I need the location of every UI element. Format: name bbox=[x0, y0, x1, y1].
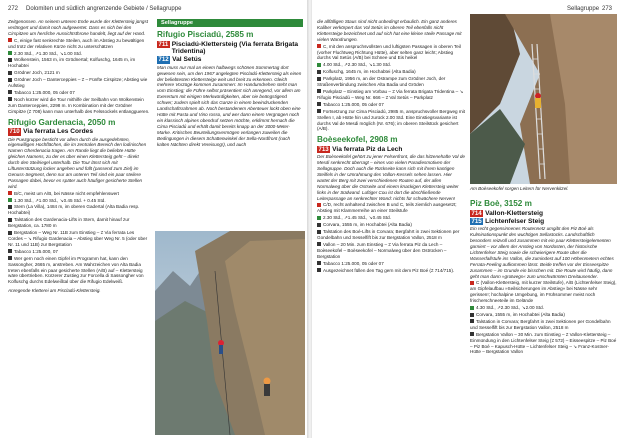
clock-icon bbox=[317, 63, 321, 67]
route-715 bbox=[470, 218, 617, 225]
route-heading-boeseekofel: Boèseekofel, 2908 m bbox=[317, 135, 398, 145]
boeseekofel-text: Der Boèseekofel gehört zu jener Felsenfront, die das hitzenehafte Val de Mesdi senkrecht überragt – eines von vielen Paradiesmotiven der Sellagruppe. Doch auch die Rückseite kann sich mit ihrem kantigen Steilfels in der Umrahmung des Vallon-Kessels sehen lassen. Hier wartet der Berg mit zwei verschiedenen Routen auf, der allen Normalweg über die Ostseite und einem knackigen Klettersteig weiter links in der Südwand. Luftiger Cou ist dort die abschließende Leiterpassage an senkrechter Wand: nichts für schwächere Nerven! bbox=[317, 154, 465, 201]
fact-item bbox=[470, 319, 617, 331]
climbing-photo-right bbox=[470, 14, 617, 184]
info-icon bbox=[8, 90, 12, 94]
info-icon bbox=[317, 230, 321, 234]
route-713 bbox=[317, 146, 465, 153]
fact-item bbox=[8, 38, 150, 50]
fact-item bbox=[8, 70, 150, 76]
route-number-714: 714 bbox=[471, 209, 482, 217]
route-heading-pisciadu: Rifugio Pisciadú, 2585 m bbox=[157, 30, 254, 39]
fact-item bbox=[317, 44, 465, 62]
fact-text: Corvara, 1555 m, im Hochabtei (Alta Badia) bbox=[476, 312, 565, 317]
left-page bbox=[0, 0, 308, 438]
fact-text: 2.30 Std., ↗1.45 Std., ↘0.45 Std. bbox=[323, 215, 391, 221]
fact-item bbox=[8, 191, 150, 197]
fact-text: Tabacco 1:25.000, 05 oder 07 bbox=[323, 101, 384, 107]
fact-item bbox=[470, 280, 617, 304]
info-icon bbox=[317, 242, 321, 246]
fact-list-pisciadu bbox=[317, 44, 465, 133]
info-icon bbox=[317, 77, 321, 81]
photo-caption-right: Am Boèseekofel sorgen Leitern für Nervenkitzel. bbox=[470, 186, 569, 191]
info-icon bbox=[470, 332, 474, 336]
info-icon bbox=[317, 203, 321, 207]
info-icon bbox=[8, 97, 12, 101]
info-icon bbox=[317, 261, 321, 265]
fact-list-piz-boe bbox=[470, 280, 617, 355]
route-name-710: Via ferrata Les Cordes bbox=[23, 128, 93, 136]
running-head-left: Dolomiten und südlich angrenzende Gebiete / Sellagruppe bbox=[26, 6, 182, 12]
fact-item bbox=[470, 312, 617, 318]
info-icon bbox=[317, 223, 321, 227]
fact-text: 4.30 Std., ↗2.30 Std., ↘2.00 Std. bbox=[476, 305, 544, 311]
fact-text: Grödner Joch – Danterceppies – ≠ – Fünfte Cirspitze; Abstieg wie Aufstieg bbox=[8, 77, 148, 89]
fact-item bbox=[8, 51, 150, 57]
fact-item bbox=[317, 69, 465, 75]
fact-text: Parkplatz – Einstieg am Vorbau – ≠ Via ferrata Brigata Tridentina – ↘ Rifugio Pisciadú – Weg Nr. 666 – ≠ Val Setús – Parkplatz bbox=[317, 88, 464, 100]
info-icon bbox=[8, 218, 12, 222]
right-page bbox=[312, 0, 620, 438]
fact-text: 1.30 Std., ↗1.00 Std., ↘0.45 Std. + 0.45 Std. bbox=[14, 197, 106, 203]
clock-icon bbox=[8, 198, 12, 202]
fact-text: C, mit den anspruchsvollsten und luftigsten Passagen in oberen Teil (vorher Fluchtweg Richtung Hütte), aber selten ganz leicht; Abstieg durchs Val Setús (A/B) bei Schnee und Eis heikel bbox=[317, 43, 461, 61]
info-icon bbox=[317, 89, 321, 93]
fact-item bbox=[8, 90, 150, 96]
running-head-right: Sellagruppe bbox=[567, 6, 600, 12]
info-icon bbox=[317, 268, 321, 272]
fact-text: Ausgezeichnet füllen den Tag gern mit dem Piz Boé (≠ 714/715). bbox=[323, 267, 455, 273]
clock-icon bbox=[8, 51, 12, 55]
fact-text: 4.00 Std., ↗2.30 Std., ↘1.30 Std. bbox=[323, 62, 391, 68]
fact-item bbox=[317, 222, 465, 228]
right-intro-text: die allfälligen Staus sind nicht unbedingt erbaulich. Ein ganz anderes Kaliber verkörpert das Val Setús im oberen Teil ebenfalls nicht Klettersteige bezeichnet und auf sich hat eine kleine steile Passage mit vielen Wandrungen. bbox=[317, 19, 462, 42]
route-name-715: Lichtenfelser Steig bbox=[485, 217, 545, 225]
fact-text: Tabacco 1:25.000, 05 oder 07 bbox=[323, 260, 384, 266]
info-icon bbox=[8, 191, 12, 195]
info-icon bbox=[317, 109, 321, 113]
route-number-710: 710 bbox=[9, 128, 20, 136]
fact-text: C, einige fast senkrechte Steilen, auch im Abstieg zu bewältigen und trotz der relativen Kürze nicht zu unterschätzen bbox=[8, 37, 145, 49]
info-icon bbox=[8, 58, 12, 62]
fact-text: Kolfuschg, 1645 m, im Hochabtei (Alta Badia) bbox=[323, 69, 416, 75]
fact-text: C/D, recht anhaltend zwischen B und C, teils ziemlich ausgesetzt; Abstieg mit Klammerreihe an einer Steilstufe bbox=[317, 202, 457, 214]
fact-item bbox=[317, 76, 465, 88]
route-heading-piz-boe: Piz Boè, 3152 m bbox=[470, 199, 532, 208]
route-710 bbox=[8, 128, 150, 135]
fact-item bbox=[8, 77, 150, 89]
right-column-2 bbox=[470, 196, 617, 436]
fact-text: B/C, meist um A/B, bei Nässe nicht empfehlenswert bbox=[14, 190, 119, 196]
fact-text: Bergstation Vallon – 30 Min. zum Einstieg – ≠ Vallon-Klettersteig – Einmündung in den Lichtenfelser Steig (≠ 572) – Eisseespitze – Piz Boé – Piz Boé – Kapusch-Hütte – Lichtenfelser Steig – ↘ Franz-Kostner-Hütte – Bergstation Vallon bbox=[470, 331, 617, 355]
fact-text: Stern (La Villa), 1484 m, im oberen Gadertal (Alta Badia resp. Hochabtei) bbox=[8, 204, 140, 216]
fact-item bbox=[317, 261, 465, 267]
info-icon bbox=[317, 44, 321, 48]
route-712 bbox=[157, 56, 303, 63]
intro-text: Zeitgenossen. An seinem unteren Ende wurde der Klettersteig jüngst verlängert und damit noch aufgewertet. Dass es sich bei den Cirspitzen um herrliche Aussichtsthrone handelt, liegt auf der Hand. bbox=[8, 19, 149, 36]
fact-text: Noch kürzer wird die Tour mithilfe der Seilbahn von Wolkenstein zum Danterceppies, 2298 m. In Kombination mit der Grödner Cirspitze (≠ 708) kann man unterhalb des Felssockels entlanggueren. bbox=[8, 96, 150, 114]
left-column-2 bbox=[157, 19, 303, 229]
route-710-text: Die Puezgruppe besticht vor allem durch die ausgedehnten, eigenwilligen Hochflächen, die im zentralen Bereich den lodinischen Namen Gherdenacia tragen. Am Rande liegt die beliebte Hütte gleichen Namens, zu der es über einen Klettersteig geht – direkt durch den Steilriegel unterhalb. Die Tour lässt sich mit Liftunterstützung locker angehen und füllt (passend zum Ziel) im Genuss-Segment, denn nur am unteren Teil sind ein paar steilere Passagen dabei, bevor es später auch häufiger gesicherte Stellen wird. bbox=[8, 136, 147, 189]
fact-item bbox=[317, 89, 465, 101]
route-name-711: Pisciadú-Klettersteig (Via ferrata Brigata Tridentina) bbox=[171, 40, 299, 55]
route-number-713: 713 bbox=[318, 145, 329, 153]
fact-item bbox=[317, 109, 465, 133]
info-icon bbox=[8, 205, 12, 209]
fact-text: 2.30 Std., ↗1.30 Std., ↘1.00 Std. bbox=[14, 50, 82, 56]
fact-text: Vallon – 20 Min. zum Einstieg – ≠ Via ferrata Piz da Lech – Boèseekofel – Boèseekofel – Normalweg über den Ostrücken – Bergstation bbox=[317, 241, 447, 259]
fact-item bbox=[317, 242, 465, 260]
page-number-left: 272 bbox=[8, 6, 19, 12]
fact-text: Bergstation – Weg Nr. 11B zum Einstieg – ≠ Via ferrata Les Cordes – ↘ Rifugio Gardenacia – Abstieg über Weg Nr. 5 (oder über Nr. 11 und 11B) zur Bergstation bbox=[8, 230, 148, 247]
fact-item bbox=[317, 102, 465, 108]
info-icon bbox=[8, 78, 12, 82]
fact-text: Talstation in Corvara; Bergfahrt in zwei Sektionen per Gondelbahn und Sesselfift bis zur Bergstation Vallon, 2518 m bbox=[470, 318, 611, 330]
left-column-1 bbox=[8, 19, 150, 435]
fact-item bbox=[8, 230, 150, 248]
route-number-711: 711 bbox=[158, 40, 169, 48]
fact-text: Wer gern noch einen Gipfel im Programm hat, kann den Sassongher, 2665 m, anstreben. Am Wahrzeichen von Alta Badia treten ebenfalls ein paar gesicherte Stellen (A/B) auf – Klettersteig wäre übertrieben. Kürzerer Zustieg zur Forcella di Sassongher von Kolfuschg durchs Edelweißtal über die Rifugio Edelweiß. bbox=[8, 255, 144, 285]
route-714 bbox=[470, 210, 617, 217]
route-name-714: Vallon-Klettersteig bbox=[485, 209, 544, 217]
pisciadu-text: Man muss nur mal an einem halbwegs schönen Sommertag dort gewesen sein, um den 1967 angelegten Piscladú-Klettersteig als einen der beliebtesten Klettersteige weit und breit zu erkennen. Gleich mehrere Vorzüge kommen zusammen: Im Handumdrehen steht man vom Einstieg; die Führe selbst präsentiert sich anregend, vor allem am Exerertum mit einigen Merkwürdigkeiten, aber nie beängstigend schwer; zudem spielt sich das Ganze in einem beeindruckenden Landschaftsrahmen ab. Noch bestandenem Abenteuer lockt oben eine Hütte mit Pasta und Vino rosso, und wer dann einem Vergnügen noch ein klassisch alpines obendruf setzen möchte, erklimmt hernach die Cima Pisciadú und erhält damit bereits knapp an der 3000-Meter-Marke. Kritisches Beurteilungsvermögen verlangen zuweilen die Bedingungen in diesem Schattenwinkel der Sella-Nordfront (nach kalten Nächten direkt Vereisung!), und auch bbox=[157, 64, 302, 147]
fact-text: Talstation des Boé-Lifts in Corvara; Bergfahrt in zwei Sektionen per Gondelbahn und Sesselfift bis zur Bergstation Vallon, 2518 m bbox=[317, 229, 460, 240]
section-band: Sellagruppe bbox=[157, 19, 303, 27]
info-icon bbox=[317, 102, 321, 106]
route-number-715: 715 bbox=[471, 217, 482, 225]
fact-item bbox=[8, 256, 150, 286]
fact-list-713 bbox=[317, 202, 465, 273]
fact-item bbox=[8, 249, 150, 255]
info-icon bbox=[317, 70, 321, 74]
fact-item bbox=[317, 215, 465, 221]
fact-item bbox=[8, 198, 150, 204]
fact-item bbox=[8, 204, 150, 216]
fact-text: Fortsetzung zur Cima Pisciadú, 2985 m, anspruchsvoller Bergweg mit Stellen I, ab Hütte hin und zurück 2.00 Std. Eine Einstiegsvariante ist durchs Val de Mesdi möglich (Nr. 676); im oberen Steilstück gesichert (A/B). bbox=[317, 108, 465, 132]
info-icon bbox=[470, 281, 474, 285]
fact-text: Wolkenstein, 1563 m, im Grödnertal; Kolfuschg, 1645 m, im Hochabtei bbox=[8, 57, 136, 69]
fact-item bbox=[470, 332, 617, 356]
fact-list-710 bbox=[8, 191, 150, 286]
fact-text: Talstation des Gardenacia-Lifts in Stern, damit hinauf zur Bergstation, ca. 1780 m bbox=[8, 217, 130, 229]
info-icon bbox=[8, 71, 12, 75]
fact-item bbox=[317, 202, 465, 214]
fact-text: C (Vallon-Klettersteig, mit kurzer Steilstufe), A/B (Lichtenfelser Steig), am Gipfelaufbau »Seilsicherungen im Abstieg« bei Nässe sehr gerissen!; hochalpine Umgebung, im Frühsommer meist noch frischerschneeteile im Gelände bbox=[470, 280, 617, 304]
page-number-right: 273 bbox=[602, 6, 613, 12]
fact-item bbox=[317, 268, 465, 274]
fact-item bbox=[8, 217, 150, 229]
climbing-photo-left bbox=[155, 231, 305, 435]
info-icon bbox=[470, 319, 474, 323]
info-icon bbox=[8, 38, 12, 42]
route-name-712: Val Setús bbox=[172, 56, 202, 64]
right-column-1 bbox=[317, 19, 465, 435]
clock-icon bbox=[470, 306, 474, 310]
fact-text: Tabacco 1:25.000, 05 oder 07 bbox=[14, 89, 75, 95]
fact-item bbox=[317, 229, 465, 241]
piz-boe-text: Ein recht gegensinnenes Routennetz umgibt den Piz Boé als Kulminationspunkt des wuchtigen Sellastocks. Landschaftlich besonders reizvoll und zusammen mit ein paar Klettersteigelementen garniert – vor allem der Anstieg von Nordosten, der historische Lichtenfelser Steig sowie die schwierigere Route über die Wasserfallstufe ins Vallon, die zumindest auf 100 Höhenmetern echtes Ferrata-Feeling aufkommen lässt. Beide treffen vor der Eisseespitze zusammen – im Grunde ein bisschen mit. Die Route wird häufig, dann geht man dann »grotwegs« zum unschwärmten Dreitausender. bbox=[470, 226, 614, 279]
fact-text: Corvara, 1555 m, im Hochabtei (Alta Badia) bbox=[323, 222, 412, 228]
photo-caption-left: Anregende Kletterei am Piscladú-Klettersteig. bbox=[8, 288, 101, 294]
fact-text: Tabacco 1:25.000, 07 bbox=[14, 248, 58, 254]
fact-item bbox=[8, 57, 150, 69]
fact-item bbox=[8, 97, 150, 115]
fact-item bbox=[470, 305, 617, 311]
fact-item bbox=[317, 62, 465, 68]
fact-list bbox=[8, 38, 150, 115]
info-icon bbox=[8, 249, 12, 253]
fact-text: Grödner Joch, 2121 m bbox=[14, 70, 60, 76]
info-icon bbox=[8, 231, 12, 235]
route-name-713: Via ferrata Piz da Lech bbox=[332, 145, 403, 153]
fact-text: Parkplatz, 1956 m, an der Ostrampe zum Grödner Joch, der Straßenverbindung zwischen Alta Badia und Gröden bbox=[317, 76, 446, 88]
route-heading-gardenacia: Rifugio Gardenacia, 2050 m bbox=[8, 117, 116, 127]
route-number-712: 712 bbox=[158, 56, 169, 64]
info-icon bbox=[470, 313, 474, 317]
info-icon bbox=[8, 256, 12, 260]
clock-icon bbox=[317, 216, 321, 220]
route-711 bbox=[157, 41, 303, 56]
